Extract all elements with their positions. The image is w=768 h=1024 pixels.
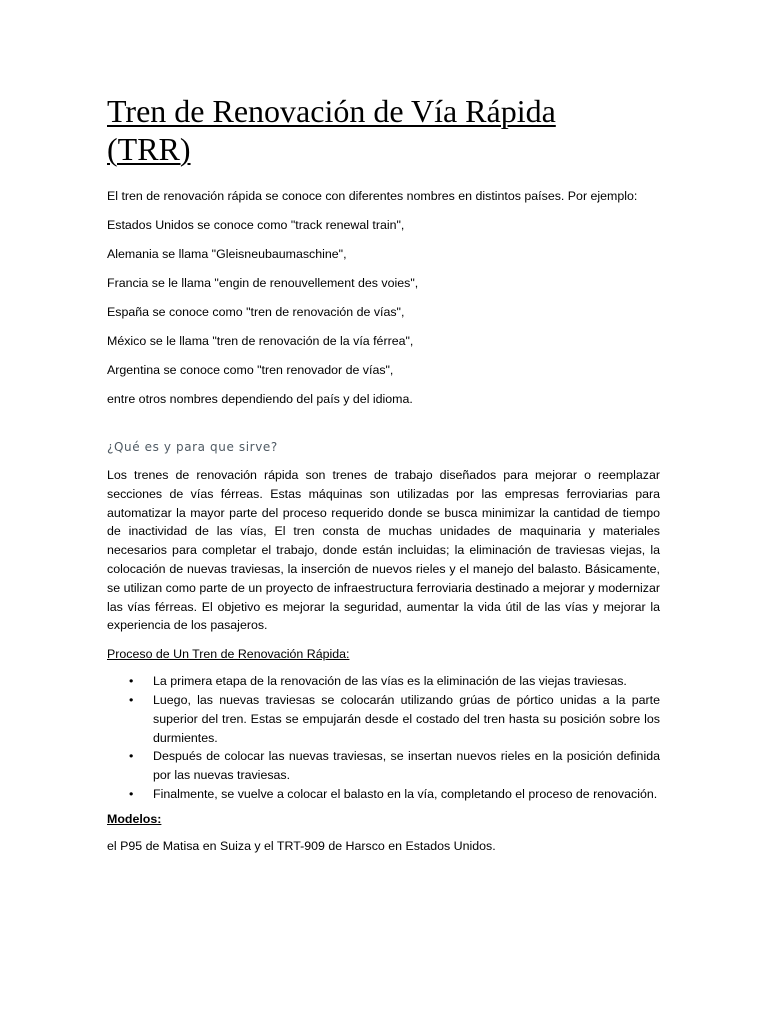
list-item-text: Luego, las nuevas traviesas se colocarán utilizando grúas de pórtico unidas a la parte superior del tren. Estas se empujarán desde el costado del tren hasta su posición sobre los durmientes. <box>153 692 660 745</box>
models-heading: Modelos: <box>107 811 162 826</box>
what-is-heading: ¿Qué es y para que sirve? <box>107 440 278 454</box>
document-page <box>107 92 660 854</box>
bullet-icon: • <box>129 749 134 764</box>
intro-paragraph: Estados Unidos se conoce como "track renewal train", <box>107 218 405 232</box>
intro-list <box>107 188 660 407</box>
intro-paragraph: Alemania se llama "Gleisneubaumaschine", <box>107 247 347 261</box>
list-item-text: Finalmente, se vuelve a colocar el balasto en la vía, completando el proceso de renovación. <box>153 786 658 801</box>
bullet-icon: • <box>129 786 134 801</box>
intro-paragraph: entre otros nombres dependiendo del país y del idioma. <box>107 392 413 406</box>
list-item <box>107 691 660 747</box>
intro-paragraph: Argentina se conoce como "tren renovador de vías", <box>107 363 394 377</box>
title-line-1: Tren de Renovación de Vía Rápida <box>107 93 556 129</box>
list-item-text: La primera etapa de la renovación de las vías es la eliminación de las viejas traviesas. <box>153 674 627 689</box>
process-steps-list <box>107 672 660 804</box>
list-item-text: Después de colocar las nuevas traviesas, se insertan nuevos rieles en la posición definida por las nuevas traviesas. <box>153 749 660 783</box>
intro-paragraph: El tren de renovación rápida se conoce con diferentes nombres en distintos países. Por ejemplo: <box>107 189 638 203</box>
intro-paragraph: México se le llama "tren de renovación de la vía férrea", <box>107 334 414 348</box>
list-item <box>107 747 660 785</box>
process-heading: Proceso de Un Tren de Renovación Rápida: <box>107 647 350 662</box>
list-item <box>107 672 660 691</box>
bullet-icon: • <box>129 674 134 689</box>
intro-paragraph: Francia se le llama "engin de renouvellement des voies", <box>107 276 419 290</box>
what-is-paragraph: Los trenes de renovación rápida son trenes de trabajo diseñados para mejorar o reemplazar secciones de vías férreas. Estas máquinas son utilizadas por las empresas ferroviarias para automatizar la mayor parte del proceso requerido donde se busca minimizar la cantidad de tiempo de inactividad de las vías, El tren consta de muchas unidades de maquinaria y materiales necesarios para completar el trabajo, donde están incluidas; la eliminación de traviesas viejas, la colocación de nuevas traviesas, la inserción de nuevos rieles y el manejo del balasto. Básicamente, se utilizan como parte de un proyecto de infraestructura ferroviaria destinado a mejorar y modernizar las vías férreas. El objetivo es mejorar la seguridad, aumentar la vida útil de las vías y mejorar la experiencia de los pasajeros. <box>107 468 660 633</box>
list-item <box>107 785 660 804</box>
models-paragraph: el P95 de Matisa en Suiza y el TRT-909 de Harsco en Estados Unidos. <box>107 838 496 853</box>
title-line-2: (TRR) <box>107 131 191 167</box>
document-title <box>107 92 660 168</box>
bullet-icon: • <box>129 692 134 707</box>
intro-paragraph: España se conoce como "tren de renovación de vías", <box>107 305 405 319</box>
